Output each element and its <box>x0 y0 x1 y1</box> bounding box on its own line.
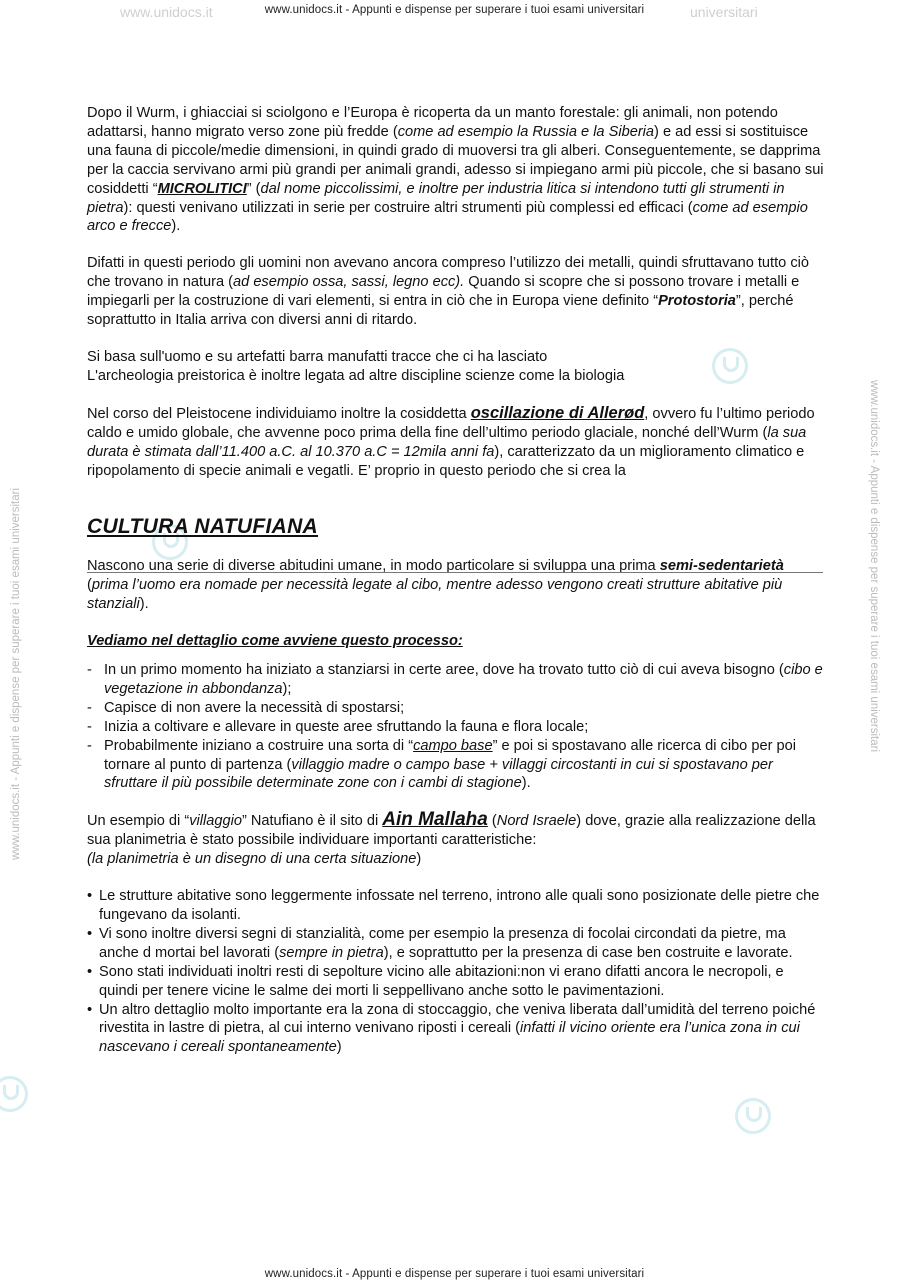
watermark-side-left: www.unidocs.it - Appunti e dispense per superare i tuoi esami universitari <box>10 487 22 860</box>
subheading: Vediamo nel dettaglio come avviene questo processo: <box>87 633 463 650</box>
list-item: • Le strutture abitative sono leggermente infossate nel terreno, introno alle quali sono posizionate delle pietre che fungevano da isolanti. <box>87 887 825 925</box>
paragraph-microlitici: Dopo il Wurm, i ghiacciai si sciolgono e l’Europa è ricoperta da un manto forestale: gli animali, non potendo adattarsi, hanno migrato verso zone più fredde (come ad esempio la Russia e la Siberia) e ad essi si sostituisce una fauna di piccole/medie dimensioni, in quindi grado di muoversi tra gli alberi. Conseguentemente, se dapprima per la caccia servivano armi più grandi per animali grandi, adesso si impiegano armi più piccole, che si basano sui cosiddetti “MICROLITICI” (dal nome piccolissimi, e inoltre per industria litica si intendono tutti gli strumenti in pietra): questi venivano utilizzati in serie per costruire altri strumenti più complessi ed efficaci (come ad esempio arco e frecce). <box>87 105 824 235</box>
list-item: • Vi sono inoltre diversi segni di stanzialità, come per esempio la presenza di focolai circondati da pietre, ma anche d mortai bel lavorati (sempre in pietra), e soprattutto per la presenza di case ben costruite e lavorate. <box>87 925 825 963</box>
list-item: • Sono stati individuati inoltri resti di sepolture vicino alle abitazioni:non vi erano difatti ancora le necropoli, e quindi per tenere vicine le salme dei morti li seppellivano anche sotto le pavimentazioni. <box>87 963 825 1001</box>
section-title: CULTURA NATUFIANA <box>87 515 319 539</box>
document-body <box>87 104 825 1057</box>
term-allerod: oscillazione di Allerød <box>470 403 645 422</box>
term-semi-sedentarieta: semi-sedentarietà <box>659 558 784 575</box>
process-list <box>87 661 825 793</box>
watermark-footer: www.unidocs.it - Appunti e dispense per superare i tuoi esami universitari <box>264 1268 645 1280</box>
unidocs-logo-icon <box>735 1098 771 1134</box>
paragraph-ain-mallaha: Un esempio di “villaggio” Natufiano è il sito di Ain Mallaha (Nord Israele) dove, grazie alla realizzazione della sua planimetria è stato possibile individuare importanti caratteristiche: (la planimetria è un disegno di una certa situazione) <box>87 809 816 868</box>
watermark-header: www.unidocs.it - Appunti e dispense per superare i tuoi esami universitari <box>264 4 645 16</box>
paragraph-protostoria: Difatti in questi periodo gli uomini non avevano ancora compreso l’utilizzo dei metalli, quindi sfruttavano tutto ciò che trovano in natura (ad esempio ossa, sassi, legno ecc). Quando si scopre che si possono trovare i metalli e impiegarli per la costruzione di vari elementi, si entra in ciò che in Europa viene definito “Protostoria”, perché soprattutto in Italia arriva con diversi anni di ritardo. <box>87 255 809 329</box>
list-item: - Inizia a coltivare e allevare in queste aree sfruttando la fauna e flora locale; <box>87 718 825 737</box>
term-microlitici: MICROLITICI <box>157 180 247 197</box>
paragraph-semi-sedentarieta: Nascono una serie di diverse abitudini umane, in modo particolare si sviluppa una prima semi-sedentarietà (prima l’uomo era nomade per necessità legate al cibo, mentre adesso vengono creati strutture abitative più stanziali). <box>87 558 784 613</box>
list-item: - Probabilmente iniziano a costruire una sorta di “campo base” e poi si spostavano alle ricerca di cibo per poi tornare al punto di partenza (villaggio madre o campo base + villaggi circostanti in cui si spostavano per sfruttare il più possibile determinate zone con i cambi di stagione). <box>87 737 825 794</box>
list-item: - In un primo momento ha iniziato a stanziarsi in certe aree, dove ha trovato tutto ciò di cui aveva bisogno (cibo e vegetazione in abbondanza); <box>87 661 825 699</box>
features-list <box>87 887 825 1057</box>
paragraph-archeologia: Si basa sull'uomo e su artefatti barra manufatti tracce che ci ha lasciato L'archeologia preistorica è inoltre legata ad altre discipline scienze come la biologia <box>87 348 625 384</box>
list-item: • Un altro dettaglio molto importante era la zona di stoccaggio, che veniva liberata dall’umidità del terreno poiché rivestita in lastre di pietra, al cui interno venivano riposti i cereali (infatti il vicino oriente era l’unica zona in cui nascevano i cereali spontaneamente) <box>87 1001 825 1058</box>
term-protostoria: Protostoria <box>658 293 736 310</box>
list-item: - Capisce di non avere la necessità di spostarsi; <box>87 699 825 718</box>
watermark-ghost-left: www.unidocs.it <box>120 4 213 20</box>
term-ain-mallaha: Ain Mallaha <box>382 809 488 831</box>
section-divider <box>87 572 823 573</box>
unidocs-logo-icon <box>0 1076 28 1112</box>
watermark-ghost-right: universitari <box>690 4 758 20</box>
watermark-side-right: www.unidocs.it - Appunti e dispense per superare i tuoi esami universitari <box>868 380 880 753</box>
paragraph-allerod: Nel corso del Pleistocene individuiamo inoltre la cosiddetta oscillazione di Allerød, ovvero fu l’ultimo periodo caldo e umido globale, che avvenne poco prima della fine dell’ultimo periodo glaciale, nonché dell’Wurm (la sua durata è stimata dall’11.400 a.C. al 10.370 a.C = 12mila anni fa), caratterizzato da un miglioramento climatico e ripopolamento di specie animali e vegatli. E’ proprio in questo periodo che si crea la <box>87 403 815 479</box>
